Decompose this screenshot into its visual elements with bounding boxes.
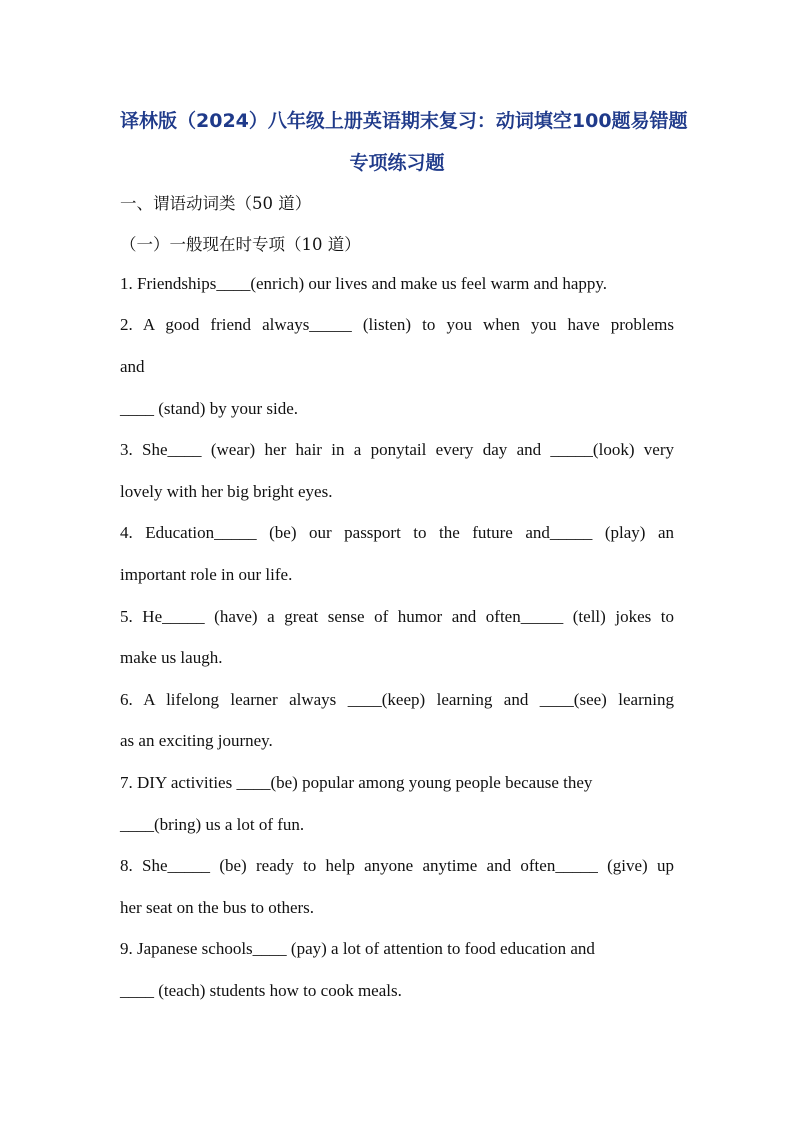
question-7-line-1: 7. DIY activities ____(be) popular among young people because they [120, 773, 593, 792]
question-3-line-1: 3. She____ (wear) her hair in a ponytail every day and _____(look) very [120, 440, 674, 459]
question-8-line-1: 8. She_____ (be) ready to help anyone anytime and often_____ (give) up [120, 856, 674, 875]
question-9-line-1: 9. Japanese schools____ (pay) a lot of attention to food education and [120, 939, 595, 958]
question-2-line-2: and [120, 357, 145, 376]
document-title-line-1: 译林版（2024）八年级上册英语期末复习：动词填空100题易错题 [120, 110, 688, 132]
question-2-line-3: ____ (stand) by your side. [120, 399, 299, 418]
question-9-line-2: ____ (teach) students how to cook meals. [120, 981, 402, 1000]
question-6-line-1: 6. A lifelong learner always ____(keep) learning and ____(see) learning [120, 690, 674, 709]
question-2-line-1: 2. A good friend always_____ (listen) to you when you have problems [120, 315, 674, 334]
question-5-line-1: 5. He_____ (have) a great sense of humor and often_____ (tell) jokes to [120, 607, 674, 626]
question-4-line-1: 4. Education_____ (be) our passport to the future and_____ (play) an [120, 523, 674, 542]
question-6-line-2: as an exciting journey. [120, 731, 273, 750]
document-title-line-2: 专项练习题 [349, 152, 445, 174]
question-8-line-2: her seat on the bus to others. [120, 898, 315, 917]
subsection-heading: （一）一般现在时专项（10 道） [120, 235, 361, 254]
question-4-line-2: important role in our life. [120, 565, 293, 584]
question-3-line-2: lovely with her big bright eyes. [120, 482, 333, 501]
question-1-line: 1. Friendships____(enrich) our lives and make us feel warm and happy. [120, 274, 608, 293]
section-heading: 一、谓语动词类（50 道） [120, 194, 312, 213]
question-7-line-2: ____(bring) us a lot of fun. [120, 815, 305, 834]
question-5-line-2: make us laugh. [120, 648, 223, 667]
